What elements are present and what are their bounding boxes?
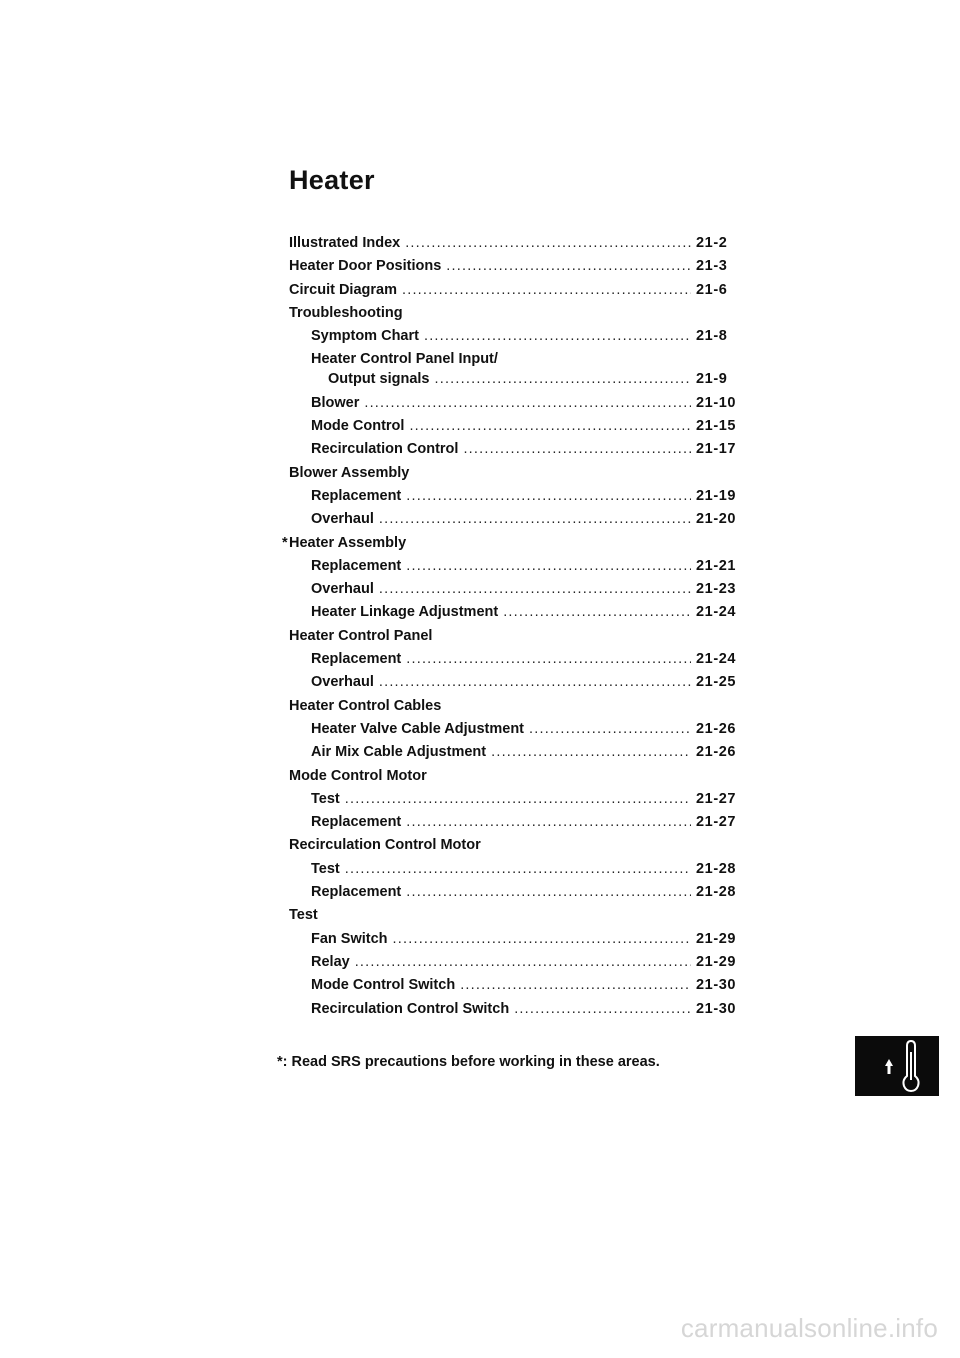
toc-entry-label: Output signals: [328, 371, 430, 388]
toc-page-number: 21-3: [696, 258, 728, 275]
toc-group-label: Heater Control Panel: [289, 627, 433, 644]
toc-entry[interactable]: [258, 788, 748, 811]
toc-entry-label: Overhaul: [311, 674, 374, 691]
toc-entry-label: Test: [311, 860, 340, 877]
toc-group-label: Heater Control Cables: [289, 697, 442, 714]
toc-page-number: 21-28: [696, 884, 737, 901]
dot-leader: [345, 788, 691, 811]
toc-entry-label: Overhaul: [311, 511, 374, 528]
toc-entry[interactable]: [258, 671, 748, 694]
toc-page-number: 21-6: [696, 281, 728, 298]
toc-entry-label: Test: [311, 790, 340, 807]
toc-page-number: 21-28: [696, 860, 737, 877]
toc-entry-label: Replacement: [311, 487, 402, 504]
toc-entry-label: Symptom Chart: [311, 328, 419, 345]
srs-asterisk: *: [282, 534, 288, 551]
table-of-contents: [258, 232, 748, 1021]
toc-entry[interactable]: [258, 601, 748, 624]
toc-entry[interactable]: [258, 255, 748, 278]
toc-group-heading: [258, 302, 748, 325]
toc-page-number: 21-2: [696, 235, 728, 251]
toc-entry[interactable]: [258, 392, 748, 415]
dot-leader: [424, 325, 691, 348]
dot-leader: [379, 578, 691, 601]
toc-entry[interactable]: [258, 881, 748, 904]
toc-page-number: 21-29: [696, 953, 737, 970]
dot-leader: [405, 232, 691, 255]
toc-entry-label: Mode Control Switch: [311, 977, 456, 994]
dot-leader: [406, 485, 691, 508]
toc-entry[interactable]: [258, 718, 748, 741]
toc-entry[interactable]: [258, 858, 748, 881]
toc-page-number: 21-8: [696, 328, 728, 345]
section-tab[interactable]: [855, 1036, 939, 1096]
toc-page-number: 21-15: [696, 418, 737, 435]
toc-page-number: 21-24: [696, 651, 737, 668]
toc-entry-label: Heater Control Panel Input/: [311, 351, 498, 368]
toc-entry-label: Heater Linkage Adjustment: [311, 604, 499, 621]
toc-page-number: 21-27: [696, 814, 737, 831]
toc-page-number: 21-20: [696, 511, 737, 528]
dot-leader: [435, 368, 692, 391]
toc-group-heading: [258, 904, 748, 927]
dot-leader: [402, 279, 691, 302]
toc-entry-label: Fan Switch: [311, 930, 388, 947]
toc-entry-label: Air Mix Cable Adjustment: [311, 744, 487, 761]
toc-group-heading: [258, 625, 748, 648]
toc-page-number: 21-25: [696, 674, 737, 691]
dot-leader: [463, 438, 691, 461]
toc-entry[interactable]: [258, 485, 748, 508]
toc-entry-label: Overhaul: [311, 581, 374, 598]
dot-leader: [379, 508, 691, 531]
toc-page-number: 21-26: [696, 720, 737, 737]
heater-thermometer-icon: [855, 1036, 939, 1096]
toc-entry[interactable]: [258, 368, 748, 391]
toc-entry-label: Relay: [311, 953, 350, 970]
toc-entry-label: Heater Valve Cable Adjustment: [311, 720, 525, 737]
toc-entry-label-line: [258, 348, 748, 368]
toc-group-heading: [258, 462, 748, 485]
toc-entry-label: Replacement: [311, 557, 402, 574]
watermark-text: carmanualsonline.info: [680, 1313, 938, 1343]
toc-group-heading: [258, 532, 748, 555]
dot-leader: [355, 951, 691, 974]
toc-entry[interactable]: [258, 555, 748, 578]
toc-page-number: 21-29: [696, 930, 737, 947]
dot-leader: [379, 671, 691, 694]
dot-leader: [406, 555, 691, 578]
toc-entry-label: Replacement: [311, 884, 402, 901]
toc-entry-label: Circuit Diagram: [289, 281, 397, 298]
toc-page-number: 21-27: [696, 790, 737, 807]
toc-entry-label: Replacement: [311, 814, 402, 831]
toc-group-heading: [258, 765, 748, 788]
toc-group-label: Troubleshooting: [289, 304, 403, 321]
toc-page-number: 21-30: [696, 977, 737, 994]
toc-entry-label: Recirculation Control Switch: [311, 1000, 510, 1017]
toc-entry-label: Replacement: [311, 651, 402, 668]
toc-entry[interactable]: [258, 415, 748, 438]
dot-leader: [406, 648, 691, 671]
toc-group-label: Mode Control Motor: [289, 767, 427, 784]
toc-group-heading: [258, 834, 748, 857]
srs-footnote: *: Read SRS precautions before working in these areas.: [277, 1054, 660, 1070]
toc-page-number: 21-26: [696, 744, 737, 761]
dot-leader: [514, 998, 691, 1021]
dot-leader: [409, 415, 691, 438]
toc-entry[interactable]: [258, 741, 748, 764]
toc-entry[interactable]: [258, 438, 748, 461]
toc-entry-label: Mode Control: [311, 418, 405, 435]
toc-entry[interactable]: [258, 648, 748, 671]
toc-entry[interactable]: [258, 928, 748, 951]
dot-leader: [460, 974, 691, 997]
toc-entry[interactable]: [258, 232, 748, 255]
toc-entry-label: Illustrated Index: [289, 235, 401, 251]
toc-page-number: 21-17: [696, 441, 737, 458]
dot-leader: [406, 811, 691, 834]
dot-leader: [393, 928, 691, 951]
section-title: Heater: [289, 165, 375, 195]
toc-page-number: 21-21: [696, 557, 737, 574]
dot-leader: [446, 255, 691, 278]
toc-entry[interactable]: [258, 279, 748, 302]
toc-group-label: Blower Assembly: [289, 464, 410, 481]
toc-page-number: 21-23: [696, 581, 737, 598]
toc-page-number: 21-24: [696, 604, 737, 621]
toc-entry[interactable]: [258, 974, 748, 997]
toc-entry-label: Heater Door Positions: [289, 258, 442, 275]
dot-leader: [529, 718, 691, 741]
toc-entry-label: Blower: [311, 394, 360, 411]
dot-leader: [491, 741, 691, 764]
toc-group-heading: [258, 695, 748, 718]
toc-entry[interactable]: [258, 325, 748, 348]
toc-entry[interactable]: [258, 811, 748, 834]
toc-entry[interactable]: [258, 951, 748, 974]
toc-group-label: Heater Assembly: [289, 534, 407, 551]
toc-group-label: Test: [289, 907, 318, 924]
toc-page-number: 21-30: [696, 1000, 737, 1017]
dot-leader: [345, 858, 691, 881]
dot-leader: [364, 392, 691, 415]
toc-entry[interactable]: [258, 578, 748, 601]
toc-entry-label: Recirculation Control: [311, 441, 459, 458]
toc-entry[interactable]: [258, 998, 748, 1021]
toc-page-number: 21-19: [696, 487, 737, 504]
toc-page-number: 21-10: [696, 394, 737, 411]
toc-entry[interactable]: [258, 508, 748, 531]
dot-leader: [503, 601, 691, 624]
toc-group-label: Recirculation Control Motor: [289, 837, 481, 854]
dot-leader: [406, 881, 691, 904]
toc-page-number: 21-9: [696, 371, 728, 388]
